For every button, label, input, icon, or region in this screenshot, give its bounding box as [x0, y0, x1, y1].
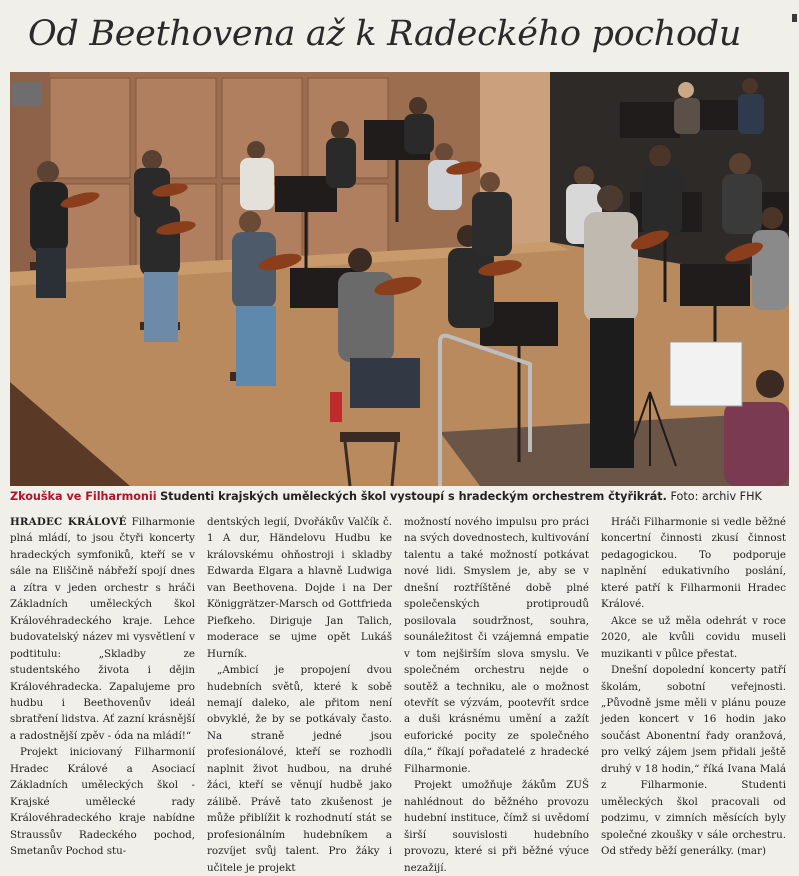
paragraph: Projekt umožňuje žákům ZUŠ nahlédnout do běžného provozu hudební instituce, čímž si uvědomí širší souvislosti hudebního provozu, které si při běžné výuce nezažijí. [404, 779, 589, 874]
dateline: HRADEC KRÁLOVÉ [10, 516, 127, 528]
caption-title: Zkouška ve Filharmonii [10, 490, 157, 503]
caption-text: Studenti krajských uměleckých škol vystoupí s hradeckým orchestrem čtyřikrát. [160, 490, 667, 503]
paragraph-text: Filharmonie plná mládí, to jsou čtyři koncerty hradeckých symfoniků, kteří se v sále na Eliščině nábřeží spojí dnes a zítra v jeden orchestr s hráči Základních uměleckých škol Královéhradeckého kraje. Lehce budovatelský název mi vysvětlení v podtitulu: „Skladby ze studentského života i dějin Královéhradecka. Zapalujeme pro hudbu i Beethovenův ideál sbratření lidstva. Ať zazní krásnější a radostnější zpěv - óda na mládí!“ [10, 516, 195, 742]
paragraph: „Ambicí je propojení dvou hudebních světů, které k sobě nemají daleko, ale přitom není obvyklé, že by se potkávaly často. Na straně jedné jsou profesionálové, kteří se rozhodli naplnit život hudbou, na druhé žáci, kteří se věnují hudbě jako zálibě. Právě tato zkušenost je může přiblížit k rozhodnutí stát se profesionálním hudebníkem a rozvíjet svůj talent. Pro žáky i učitele je projekt [207, 664, 392, 874]
paragraph: Hráči Filharmonie si vedle běžné koncertní činnosti zkusí činnost pedagogickou. To podporuje naplnění edukativního poslání, které patří k Filharmonii Hradec Králové. [601, 516, 786, 611]
headline: Od Beethovena až k Radeckého pochodu [28, 14, 742, 54]
paragraph: Projekt iniciovaný Filharmonií Hradec Králové a Asociací Základních uměleckých škol - Krajské umělecké rady Královéhradeckého kraje nabídne Straussův Radeckého pochod, Smetanův Pochod stu- [10, 746, 195, 858]
article-column-4 [601, 514, 786, 858]
orchestra-photo [10, 72, 789, 486]
photo-caption [10, 489, 790, 505]
article-body [10, 514, 790, 874]
page-edge-mark [792, 14, 797, 22]
paragraph: možností nového impulsu pro práci na svých dovednostech, kultivování talentu a také možností potkávat nové lidi. Smyslem je, aby se v dnešní roztříštěné době plné společenských protiproudů posilovala soudržnost, souhra, sounáležitost či vzájemná empatie v tom nejširším slova smyslu. Ve společném orchestru nejde o soutěž a techniku, ale o možnost otevřít se výzvám, pootevřít srdce a duši krásnému umění a zažít euforické pocity ze společného díla,“ říkají pořadatelé z hradecké Filharmonie. [404, 516, 589, 775]
article-column-1 [10, 514, 195, 858]
paragraph: Dnešní dopolední koncerty patří školám, sobotní veřejnosti. „Původně jsme měli v plánu pouze jeden koncert v 16 hodin jako součást Abonentní řady oranžová, pro velký zájem jsem přidali ještě druhý v 18 hodin,“ říká Ivana Malá z Filharmonie. Studenti uměleckých škol pracovali od podzimu, v zimních měsících byly společné zkoušky v sále orchestru. Od středy běží generálky. (mar) [601, 664, 786, 858]
article-column-3 [404, 514, 589, 874]
article-column-2 [207, 514, 392, 874]
paragraph [10, 514, 195, 744]
paragraph: Akce se už měla odehrát v roce 2020, ale kvůli covidu museli muzikanti v půlce přestat. [601, 614, 786, 660]
paragraph: dentských legií, Dvořákův Valčík č. 1 A dur, Händelovu Hudbu ke královskému ohňostroji i skladby Edwarda Elgara a hlavně Ludwiga van Beethovena. Dojde i na Der Königgrätzer-Marsch od Gottfrieda Piefkeho. Diriguje Jan Talich, moderace se ujme opět Lukáš Hurník. [207, 516, 392, 660]
caption-credit: Foto: archiv FHK [670, 490, 762, 503]
